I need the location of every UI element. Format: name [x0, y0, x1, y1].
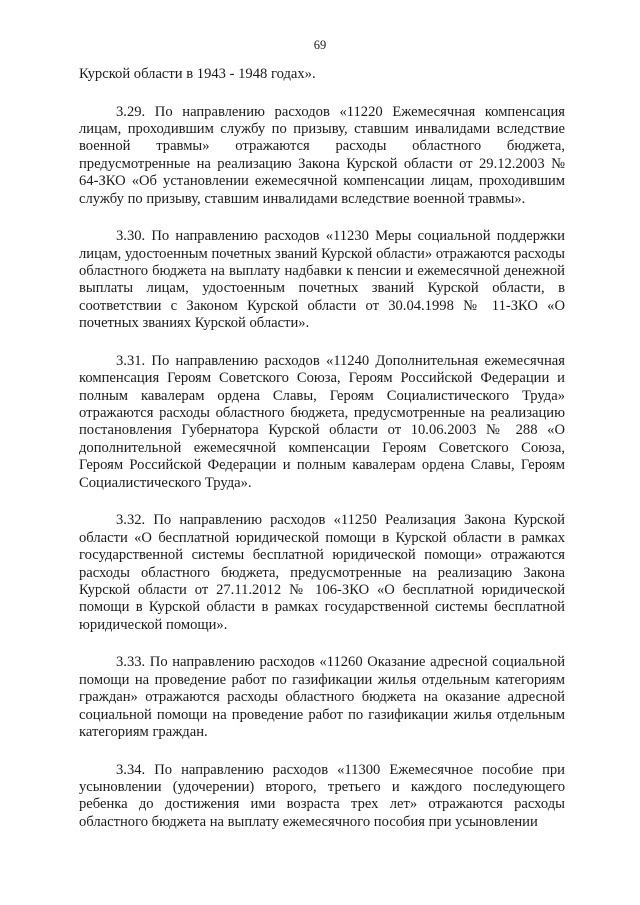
page-number: 69: [313, 38, 327, 52]
paragraph-3-33: 3.33. По направлению расходов «11260 Оказание адресной социальной помощи на проведение работ по газификации жилья отдельным категориям граждан» отражаются расходы областного бюджета на оказание адресной социальной помощи на проведение работ по газификации жилья отдельным категориям граждан.: [79, 654, 565, 740]
paragraph-3-34: 3.34. По направлению расходов «11300 Ежемесячное пособие при усыновлении (удочерении) второго, третьего и каждого последующего ребенка до достижения ими возраста трех лет» отражаются расходы областного бюджета на выплату ежемесячного пособия при усыновлении: [79, 761, 565, 830]
paragraph-3-31: 3.31. По направлению расходов «11240 Дополнительная ежемесячная компенсация Героям Советского Союза, Героям Российской Федерации и полным кавалерам ордена Славы, Героям Социалистического Труда» отражаются расходы областного бюджета, предусмотренные на реализацию постановления Губернатора Курской области от 10.06.2003 № 288 «О дополнительной ежемесячной компенсации Героям Советского Союза, Героям Российской Федерации и полным кавалерам ордена Славы, Героям Социалистического Труда».: [79, 352, 565, 491]
paragraph-3-32: 3.32. По направлению расходов «11250 Реализация Закона Курской области «О бесплатной юридической помощи в Курской области в рамках государственной системы бесплатной юридической помощи» отражаются расходы областного бюджета, предусмотренные на реализацию Закона Курской области от 27.11.2012 № 106-ЗКО «О бесплатной юридической помощи в Курской области в рамках государственной системы бесплатной юридической помощи».: [79, 512, 565, 633]
paragraph-continuation: Курской области в 1943 - 1948 годах».: [79, 66, 316, 82]
paragraph-3-30: 3.30. По направлению расходов «11230 Меры социальной поддержки лицам, удостоенным почетных званий Курской области» отражаются расходы областного бюджета на выплату надбавки к пенсии и ежемесячной денежной выплаты лицам, удостоенным почетных званий Курской области, в соответствии с Законом Курской области от 30.04.1998 № 11-ЗКО «О почетных званиях Курской области».: [79, 228, 565, 332]
document-body: [79, 66, 565, 851]
paragraph-3-29: 3.29. По направлению расходов «11220 Ежемесячная компенсация лицам, проходившим службу по призыву, ставшим инвалидами вследствие военной травмы» отражаются расходы областного бюджета, предусмотренные на реализацию Закона Курской области от 29.12.2003 № 64-ЗКО «Об установлении ежемесячной компенсации лицам, проходившим службу по призыву, ставшим инвалидами вследствие военной травмы».: [79, 103, 565, 207]
